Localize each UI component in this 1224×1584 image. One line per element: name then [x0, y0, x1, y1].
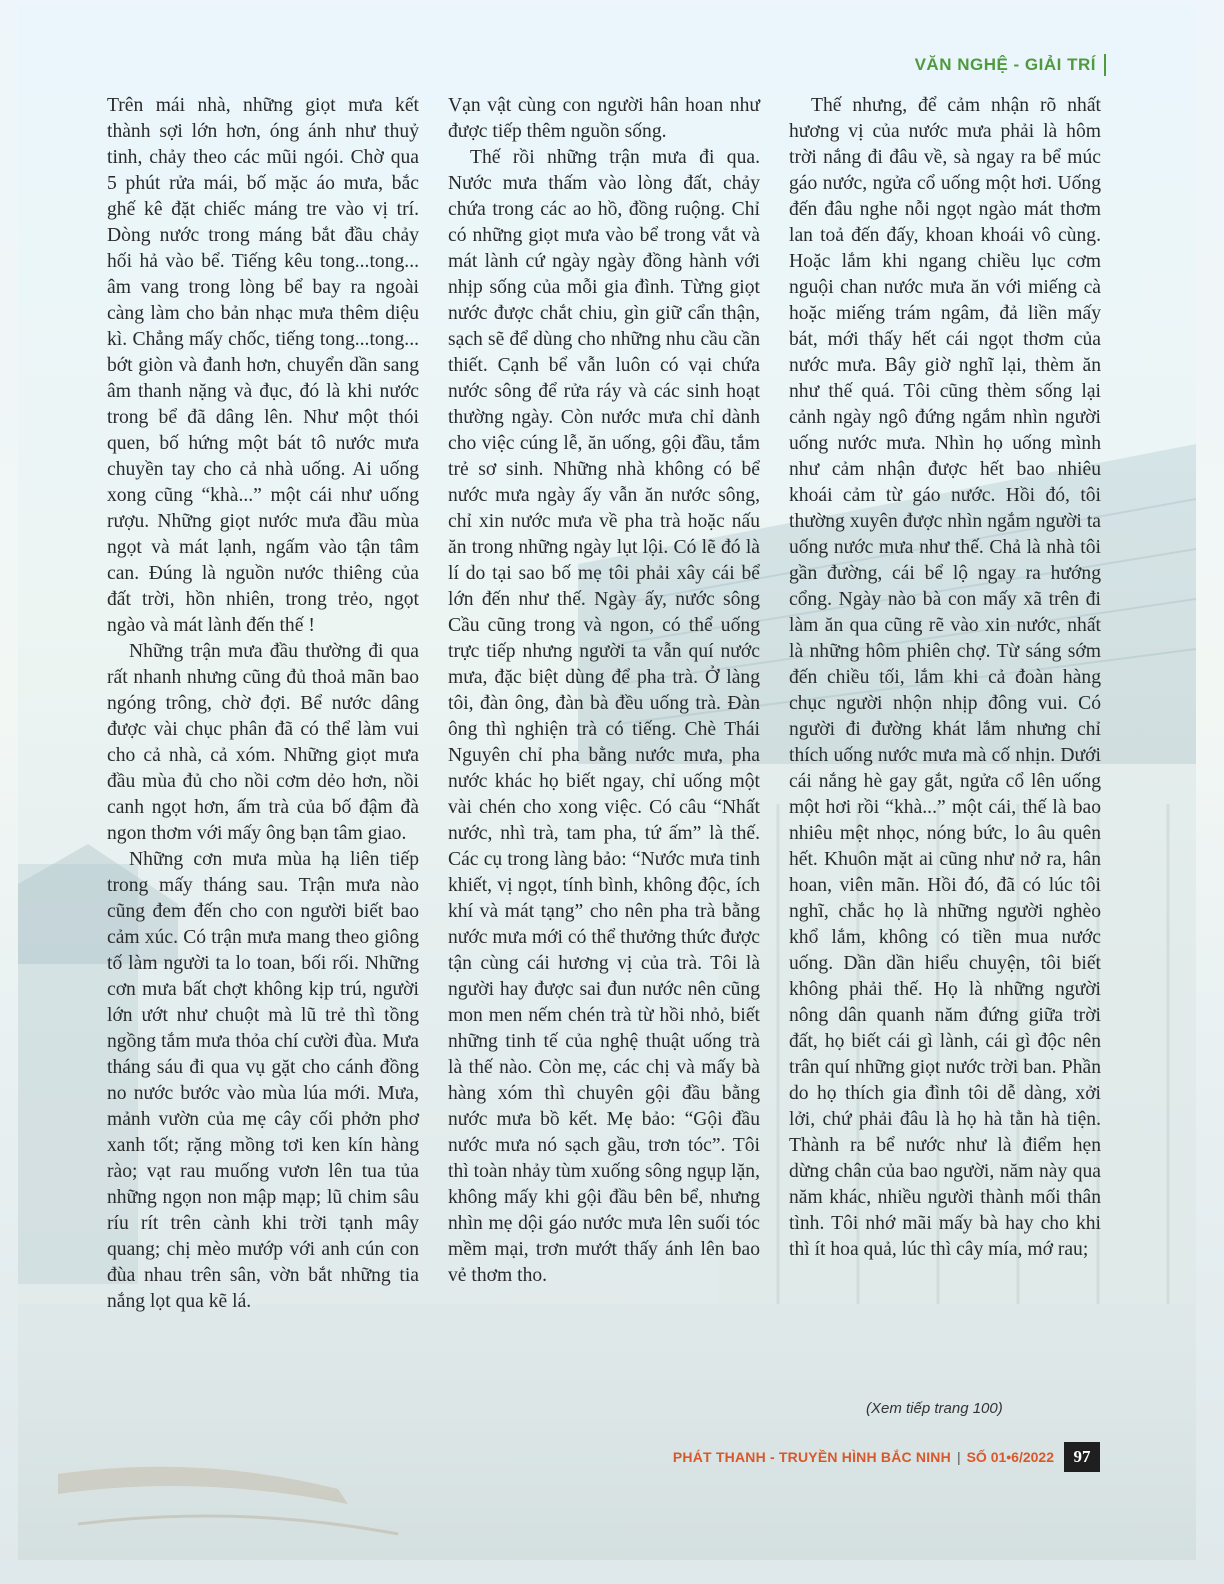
paragraph: Những trận mưa đầu thường đi qua rất nhanh nhưng cũng đủ thoả mãn bao ngóng trông, chờ đợi. Bể nước dâng được vài chục phân đã có thể làm vui cho cả nhà, cả xóm. Những giọt mưa đầu mùa đủ cho nồi cơm dẻo hơn, nồi canh ngọt hơn, ấm trà của bố đậm đà ngon thơm với mấy ông bạn tâm giao. — [107, 641, 419, 844]
article-column-3 — [789, 93, 1101, 1263]
paragraph: Trên mái nhà, những giọt mưa kết thành sợi lớn hơn, óng ánh như thuỷ tinh, chảy theo các mũi ngói. Chờ qua 5 phút rửa mái, bố mặc áo mưa, bắc ghế kê đặt chiếc máng tre vào vị trí. Dòng nước trong máng bắt đầu chảy hối hả vào bể. Tiếng kêu tong...tong... âm vang trong lòng bể bay ra ngoài càng làm cho bản nhạc mưa thêm diệu kì. Chẳng mấy chốc, tiếng tong...tong... bớt giòn và đanh hơn, chuyển dần sang âm thanh nặng và đục, đó là khi nước trong bể đã dâng lên. Như một thói quen, bố hứng một bát tô nước mưa chuyền tay cho cả nhà uống. Ai uống xong cũng “khà...” một cái như uống rượu. Những giọt nước mưa đầu mùa ngọt và mát lạnh, ngấm vào tận tâm can. Đúng là nguồn nước thiêng của đất trời, hồn nhiên, trong trẻo, ngọt ngào và mát lành đến thế ! — [107, 95, 419, 636]
publication-name: PHÁT THANH - TRUYỀN HÌNH BẮC NINH — [672, 1449, 951, 1465]
article-column-2 — [448, 93, 760, 1289]
paragraph: Thế rồi những trận mưa đi qua. Nước mưa thấm vào lòng đất, chảy chứa trong các ao hồ, đồng ruộng. Chỉ có những giọt mưa vào bể trong vắt và mát lành cứ ngày ngày đồng hành với nhịp sống của mỗi gia đình. Từng giọt nước được chắt chiu, gìn giữ cẩn thận, sạch sẽ để dùng cho những nhu cầu cần thiết. Cạnh bể vẫn luôn có vại chứa nước sông để rửa ráy và các sinh hoạt thường ngày. Còn nước mưa chỉ dành cho việc cúng lễ, ăn uống, gội đầu, tắm trẻ sơ sinh. Những nhà không có bể nước mưa ngày ấy vẫn ăn nước sông, chỉ xin nước mưa về pha trà hoặc nấu ăn trong những ngày lụt lội. Có lẽ đó là lí do tại sao bố mẹ tôi phải xây cái bể lớn đến như thế. Ngày ấy, nước sông Cầu cũng trong và ngon, có thể uống trực tiếp nhưng người ta vẫn quí nước mưa, đặc biệt dùng để pha trà. Ở làng tôi, đàn ông, đàn bà đều uống trà. Đàn ông thì nghiện trà có tiếng. Chè Thái Nguyên chỉ pha bằng nước mưa, pha nước khác họ biết ngay, chỉ uống một vài chén cho xong việc. Có câu “Nhất nước, nhì trà, tam pha, tứ ấm” là thế. Các cụ trong làng bảo: “Nước mưa tinh khiết, vị ngọt, tính bình, không độc, ích khí và mát tạng” cho nên pha trà bằng nước mưa mới có thể thưởng thức được tận cùng cái hương vị của trà. Tôi là người hay được sai đun nước nên cũng mon men nếm chén trà từ hồi nhỏ, biết những tinh tế của nghệ thuật uống trà là thế nào. Còn mẹ, các chị và mấy bà hàng xóm thì chuyên gội đầu bằng nước mưa bồ kết. Mẹ bảo: “Gội đầu nước mưa nó sạch gầu, trơn tóc”. Tôi thì toàn nhảy tùm xuống sông ngụp lặn, không mấy khi gội đầu bên bể, nhưng nhìn mẹ dội gáo nước mưa lên suối tóc mềm mại, trơn mướt thấy ánh lên bao vẻ thơm tho. — [448, 147, 760, 1286]
issue-number: SỐ 01•6/2022 — [966, 1449, 1054, 1465]
paragraph: Vạn vật cùng con người hân hoan như được tiếp thêm nguồn sống. — [448, 95, 760, 142]
paragraph: Thế nhưng, để cảm nhận rõ nhất hương vị của nước mưa phải là hôm trời nắng đi đâu về, sà ngay ra bể múc gáo nước, ngửa cổ uống một hơi. Uống đến đâu nghe nỗi ngọt ngào mát thơm lan toả đến đấy, khoan khoái vô cùng. Hoặc lắm khi ngang chiều lục cơm nguội chan nước mưa ăn với miếng cà hoặc miếng trám ngâm, đả liền mấy bát, mới thấy hết cái ngọt thơm của nước mưa. Bây giờ nghĩ lại, thèm ăn như thế quá. Tôi cũng thèm sống lại cảnh ngày ngô đứng ngắm nhìn người uống nước mưa. Nhìn họ uống mình như cảm nhận được hết bao nhiêu khoái cảm từ gáo nước. Hồi đó, tôi thường xuyên được nhìn ngắm người ta uống nước mưa như thế. Chả là nhà tôi gần đường, cái bể lộ ngay ra hướng cổng. Ngày nào bà con mấy xã trên đi làm ăn qua cũng rẽ vào xin nước, nhất là những hôm phiên chợ. Từ sáng sớm đến chiều tối, lắm khi cả đoàn hàng chục người nhộn nhịp đông vui. Có người đi đường khát lắm nhưng chỉ thích uống nước mưa mà cố nhịn. Dưới cái nắng hè gay gắt, ngửa cổ lên uống một hơi rồi “khà...” một cái, thế là bao nhiêu mệt nhọc, nóng bức, lo âu quên hết. Khuôn mặt ai cũng như nở ra, hân hoan, viên mãn. Hồi đó, đã có lúc tôi nghĩ, chắc họ là những người nghèo khổ lắm, không có tiền mua nước uống. Dần dần hiểu chuyện, tôi biết không phải thế. Họ là những người nông dân quanh năm đứng giữa trời đất, họ biết cái gì lành, cái gì độc nên trân quí những giọt nước trời ban. Phần do họ thích gia đình tôi dễ dàng, xởi lởi, chứ phải đâu là họ hà tằn hà tiện. Thành ra bể nước như là điểm hẹn dừng chân của bao người, năm này qua năm khác, nhiều người thành mối thân tình. Tôi nhớ mãi mấy bà hay cho khi thì ít hoa quả, lúc thì cây mía, mớ rau; — [789, 95, 1101, 1260]
paragraph: Những cơn mưa mùa hạ liên tiếp trong mấy tháng sau. Trận mưa nào cũng đem đến cho con người biết bao cảm xúc. Có trận mưa mang theo giông tố làm người ta lo toan, bối rối. Những cơn mưa bất chợt không kịp trú, người lớn ướt như chuột mà lũ trẻ thì tồng ngồng tắm mưa thỏa chí cười đùa. Mưa tháng sáu đi qua vụ gặt cho cánh đồng no nước bước vào mùa lúa mới. Mưa, mảnh vườn của mẹ cây cối phởn phơ xanh tốt; rặng mồng tơi ken kín hàng rào; vạt rau muống vươn lên tua tủa những ngọn non mập mạp; lũ chim sâu ríu rít trên cành khi trời tạnh mây quang; chị mèo mướp với anh cún con đùa nhau trên sân, vờn bắt những tia nắng lọt qua kẽ lá. — [107, 849, 419, 1312]
article-column-1 — [107, 93, 419, 1315]
footer — [673, 1442, 1100, 1472]
page-number: 97 — [1064, 1442, 1100, 1472]
continued-note: (Xem tiếp trang 100) — [866, 1400, 1003, 1417]
footer-separator: | — [956, 1449, 961, 1465]
section-header: VĂN NGHỆ - GIẢI TRÍ — [915, 54, 1106, 76]
